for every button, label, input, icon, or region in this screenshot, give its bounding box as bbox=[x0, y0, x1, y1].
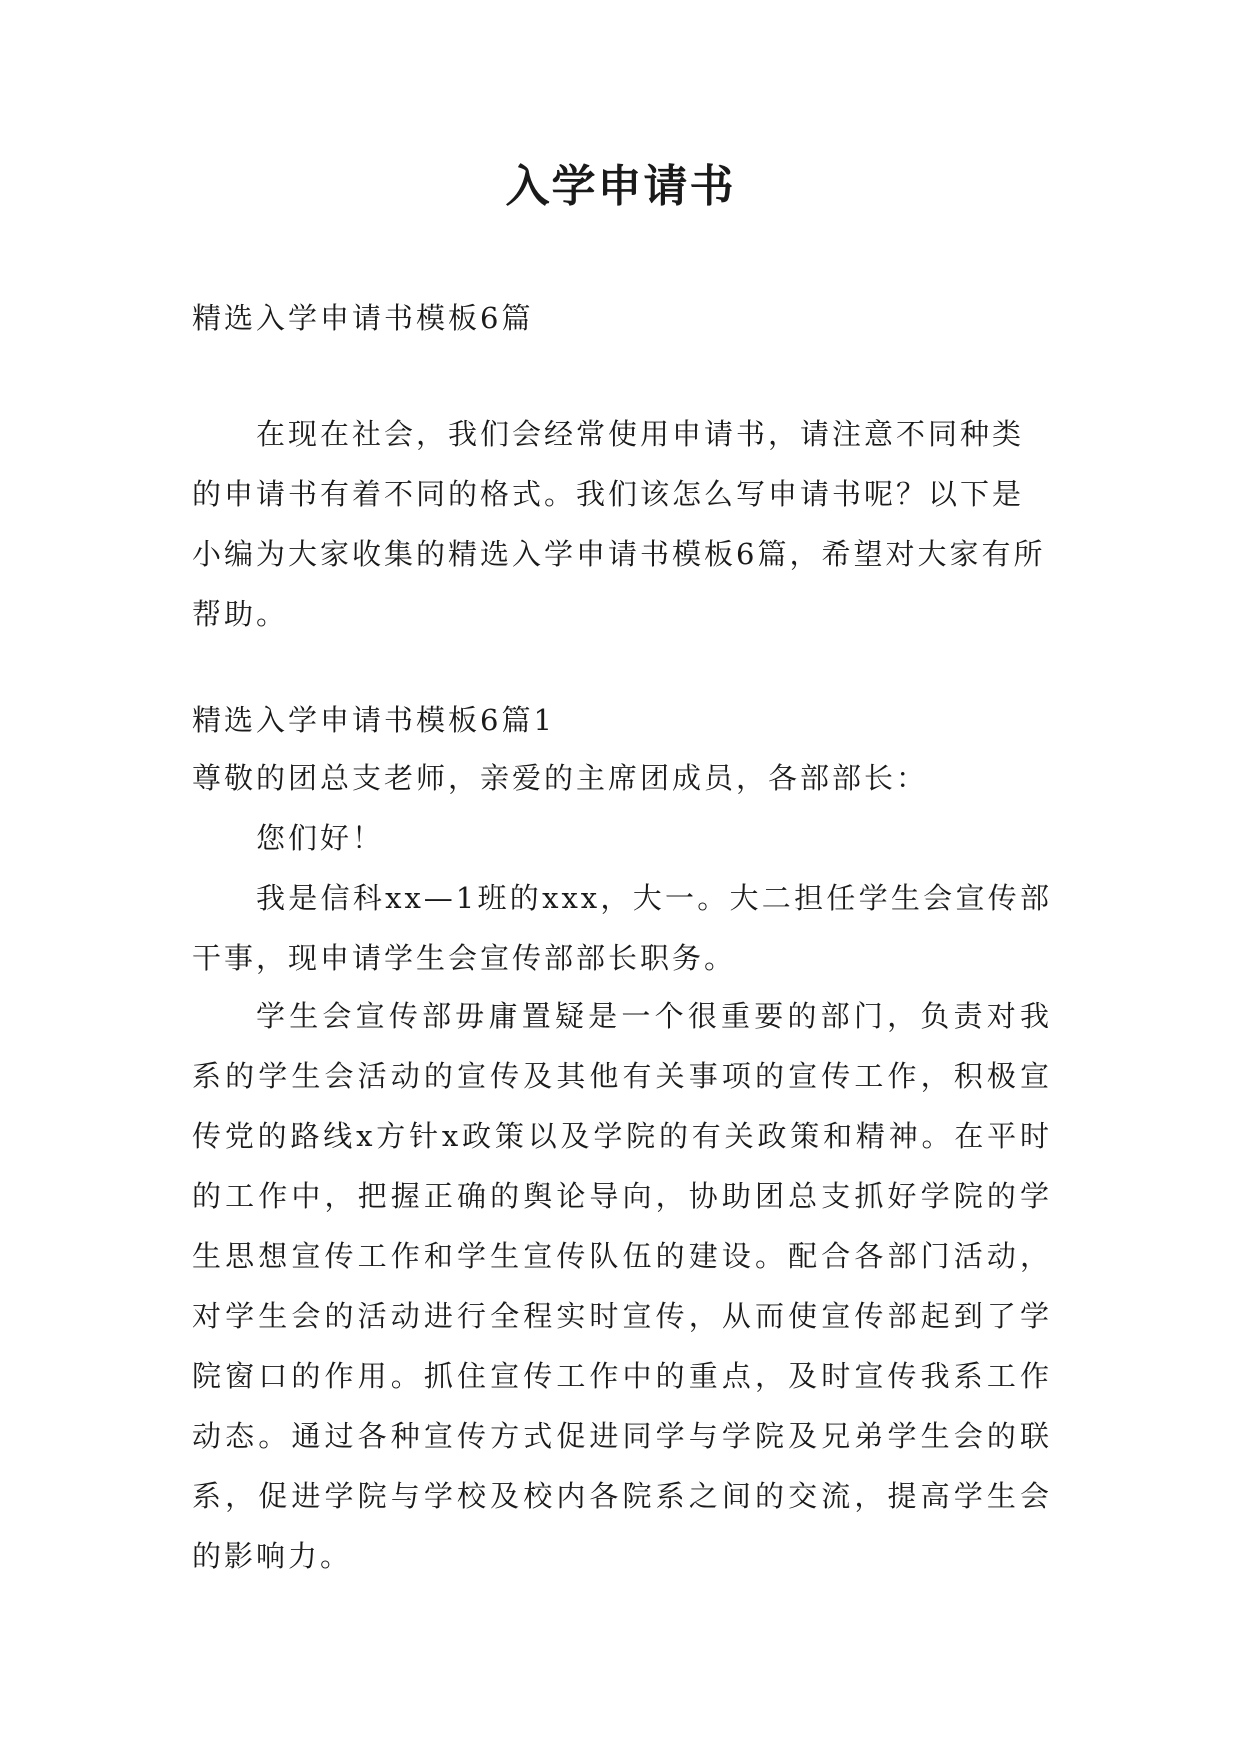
greeting: 您们好！ bbox=[256, 821, 385, 855]
document-subtitle: 精选入学申请书模板6篇 bbox=[192, 301, 534, 335]
page-title: 入学申请书 bbox=[505, 161, 736, 212]
section-heading: 精选入学申请书模板6篇1 bbox=[192, 703, 555, 737]
body-paragraph: 我是信科xx—1班的xxx，大一。大二担任学生会宣传部干事，现申请学生会宣传部部长职务。 bbox=[192, 881, 1052, 975]
salutation: 尊敬的团总支老师，亲爱的主席团成员，各部部长： bbox=[192, 761, 929, 795]
intro-paragraph: 在现在社会，我们会经常使用申请书，请注意不同种类的申请书有着不同的格式。我们该怎么写申请书呢？以下是小编为大家收集的精选入学申请书模板6篇，希望对大家有所帮助。 bbox=[192, 417, 1046, 631]
body-paragraph: 学生会宣传部毋庸置疑是一个很重要的部门，负责对我系的学生会活动的宣传及其他有关事项的宣传工作，积极宣传党的路线x方针x政策以及学院的有关政策和精神。在平时的工作中，把握正确的舆论导向，协助团总支抓好学院的学生思想宣传工作和学生宣传队伍的建设。配合各部门活动，对学生会的活动进行全程实时宣传，从而使宣传部起到了学院窗口的作用。抓住宣传工作中的重点，及时宣传我系工作动态。通过各种宣传方式促进同学与学院及兄弟学生会的联系，促进学院与学校及校内各院系之间的交流，提高学生会的影响力。 bbox=[192, 999, 1052, 1573]
